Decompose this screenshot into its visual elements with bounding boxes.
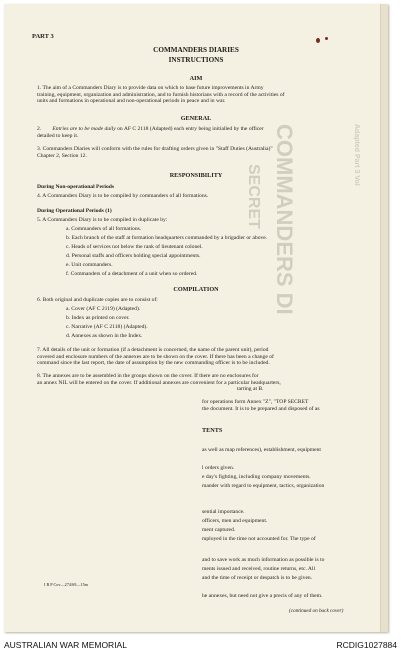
- fragment-line: and the time of receipt or despatch is to be given.: [202, 575, 313, 581]
- para-8-line: tarting at B.: [237, 386, 264, 392]
- list-item: e. Unit commanders.: [66, 262, 113, 268]
- ghost-secret: SECRET: [245, 164, 262, 229]
- para-8-line: 8. The annexes are to be assembled in the groups shown on the cover. If there are no enclosures for: [37, 373, 259, 379]
- page-edge: [380, 4, 388, 632]
- para-2-emphasis: Entries are to be made daily: [52, 126, 116, 132]
- para-8-line: an annex NIL will be entered on the cover. If additional annexes are convenient for a particular headquarters,: [37, 379, 281, 386]
- fragment-line: e day's fighting, including company movements.: [202, 474, 311, 480]
- fragment-line: officers, men and equipment.: [202, 518, 268, 524]
- para-1-line: units and formations in operational and non-operational periods in peace and in war.: [37, 98, 226, 104]
- fragment-line: ments issued and received, routine returns, etc. All: [202, 566, 316, 572]
- fragment-line: mander with regard to equipment, tactics, organization: [202, 483, 325, 489]
- para-7-line: command since the last report, the date of assumption by the new commanding officer is to be included.: [37, 360, 270, 366]
- ghost-side: Adapted Part 3 Vol: [353, 124, 360, 186]
- para-3-line: 3. Commanders Diaries will conform with the rules for drafting orders given in "Staff Duties (Australia)": [37, 146, 273, 152]
- fragment-line: mployed in the time not accounted for. The type of: [202, 536, 316, 542]
- fragment-line: ment captured.: [202, 527, 236, 533]
- para-2-number: 2.: [37, 126, 42, 132]
- archive-footer: [0, 636, 401, 654]
- subheading: During Non-operational Periods: [37, 184, 115, 190]
- print-code: I B P Cov—274/69—15m: [44, 582, 88, 587]
- para-6: 6. Both original and duplicate copies are to consist of:: [37, 297, 158, 303]
- para-4: 4. A Commanders Diary is to be compiled by commanders of all formations.: [37, 193, 209, 199]
- heading-compilation: COMPILATION: [173, 286, 219, 293]
- list-item: c. Narrative (AF C 2118) (Adapted).: [66, 324, 148, 330]
- ink-spot: [316, 38, 320, 43]
- para-7-line: 7. All details of the unit or formation (if a detachment is concerned, the name of the parent unit), period: [37, 347, 269, 353]
- para-1-line: 1. The aim of a Commanders Diary is to provide data on which to base future improvements in Army: [37, 85, 264, 91]
- fragment-line: as well as map references), establishment, equipment: [202, 447, 321, 453]
- ink-spot: [325, 37, 328, 40]
- list-item: d. Personal staffs and officers holding special appointments.: [66, 253, 201, 259]
- archive-id: RCDIG1027884: [336, 640, 397, 650]
- heading-responsibility: RESPONSIBILITY: [169, 172, 223, 179]
- fragment-line: he annexes, but need not give a precis of any of them.: [202, 593, 323, 599]
- continued-note: (continued on back cover): [289, 608, 344, 614]
- fragment-heading: TENTS: [202, 427, 223, 434]
- archive-name: AUSTRALIAN WAR MEMORIAL: [4, 640, 127, 650]
- para-1-line: training, equipment, organization and administration, and to furnish historians with a record of the activities of: [37, 91, 285, 98]
- heading-general: GENERAL: [180, 115, 212, 122]
- list-item: a. Commanders of all formations.: [66, 226, 142, 232]
- fragment-line: for operations form Annex "Z", "TOP SECRET: [202, 399, 309, 405]
- fragment-line: sential importance.: [202, 509, 245, 515]
- para-5: 5. A Commanders Diary is to be compiled in duplicate by:: [37, 217, 168, 223]
- para-3-line: Chapter 2, Section 12.: [37, 152, 87, 159]
- list-item: c. Heads of services not below the rank of lieutenant colonel.: [66, 244, 203, 250]
- list-item: b. Index as printed on cover.: [66, 315, 130, 321]
- para-2-line: detailed to keep it.: [37, 132, 79, 139]
- fragment-line: and to save work as much information as possible is to: [202, 557, 325, 563]
- para-2-text: on AF C 2118 (Adapted) each entry being initialled by the officer: [115, 126, 264, 132]
- ghost-title: COMMANDERS DI: [272, 124, 297, 315]
- document-subtitle: INSTRUCTIONS: [168, 56, 224, 64]
- document-title: COMMANDERS DIARIES: [153, 46, 239, 54]
- fragment-line: l orders given.: [202, 465, 235, 471]
- subheading: During Operational Periods (1): [37, 208, 112, 214]
- document-page: [4, 4, 388, 632]
- para-7-line: covered and enclosure numbers of the annexes are to be shown on the cover. If there has been a change of: [37, 353, 274, 360]
- list-item: a. Cover (AF C 2119) (Adapted).: [66, 306, 141, 312]
- part-label: PART 3: [32, 33, 54, 40]
- fragment-line: the document. It is to be prepared and disposed of as: [202, 405, 320, 412]
- heading-aim: AIM: [189, 75, 203, 82]
- list-item: b. Each branch of the staff at formation headquarters commanded by a brigadier or above.: [66, 235, 268, 241]
- list-item: f. Commanders of a detachment of a unit when so ordered.: [66, 271, 198, 277]
- list-item: d. Annexes as shown in the Index.: [66, 333, 143, 339]
